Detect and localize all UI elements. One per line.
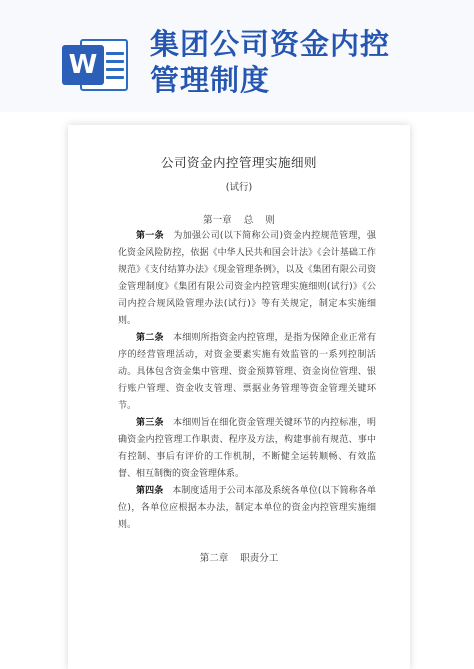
- article-paragraph: [118, 228, 376, 330]
- icon-text-line: [106, 60, 124, 63]
- banner-title: [150, 26, 470, 98]
- header-banner: [0, 0, 474, 112]
- word-document-icon: [62, 36, 130, 94]
- article-label: 第四条: [136, 486, 164, 496]
- chapter-heading: 第一章 总 则: [203, 215, 275, 226]
- word-w-badge: W: [62, 45, 104, 85]
- banner-title-line2: 管理制度: [150, 63, 271, 97]
- document-page: [68, 125, 410, 669]
- article-text: 本制度适用于公司本部及系统各单位(以下简称各单位)，各单位应根据本办法，制定本单位的资金内控管理实施细则。: [118, 486, 376, 530]
- article-label: 第二条: [136, 333, 164, 343]
- article-text: 本细则所指资金内控管理，是指为保障企业正常有序的经营管理活动，对资金要素实施有效监管的一系列控制活动。具体包含资金集中管理、资金预算管理、资金岗位管理、银行账户管理、资金收支管理、票据业务管理等资金管理关键环节。: [118, 333, 376, 411]
- chapter-heading: 第二章 职责分工: [199, 553, 279, 564]
- icon-text-line: [106, 52, 124, 55]
- icon-text-line: [106, 76, 124, 79]
- article-paragraph: [118, 415, 376, 483]
- article-text: 为加强公司(以下简称公司)资金内控规范管理，强化资金风险防控，依据《中华人民共和国会计法》《会计基础工作规范》《支付结算办法》《现金管理条例》，以及《集团有限公司资金管理制度》《集团有限公司资金内控管理实施细则(试行)》《公司内控合规风险管理办法(试行)》等有关规定，制定本实施细则。: [118, 231, 376, 326]
- article-paragraph: [118, 483, 376, 534]
- document-subtitle: (试行): [225, 182, 253, 193]
- icon-text-line: [106, 68, 124, 71]
- article-label: 第一条: [136, 231, 164, 241]
- document-title: 公司资金内控管理实施细则: [160, 155, 317, 170]
- article-label: 第三条: [136, 418, 164, 428]
- banner-title-line1: 集团公司资金内控: [150, 27, 391, 61]
- article-text: 本细则旨在细化资金管理关键环节的内控标准，明确资金内控管理工作职责、程序及方法，构建事前有规范、事中有控制、事后有评价的工作机制，不断健全运转顺畅、有效监督、相互制衡的资金管理体系。: [118, 418, 376, 479]
- article-paragraph: [118, 330, 376, 415]
